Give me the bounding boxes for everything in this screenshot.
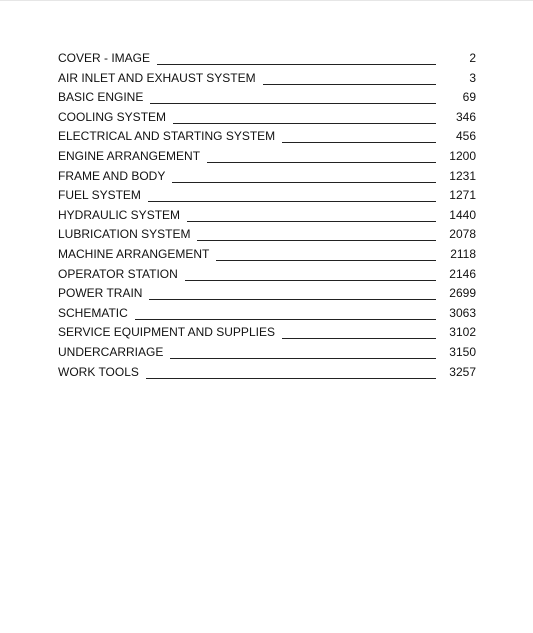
toc-leader-line — [135, 304, 436, 320]
toc-leader-line — [157, 49, 436, 65]
toc-entry[interactable] — [58, 323, 476, 343]
toc-entry-title: FUEL SYSTEM — [58, 188, 141, 203]
toc-entry-title: POWER TRAIN — [58, 286, 143, 301]
toc-entry[interactable] — [58, 304, 476, 324]
toc-leader-line — [150, 88, 436, 104]
toc-leader-line — [282, 127, 436, 143]
toc-entry-page: 2 — [469, 51, 476, 65]
toc-leader-line — [185, 265, 436, 281]
toc-entry[interactable] — [58, 245, 476, 265]
toc-entry-title: COVER - IMAGE — [58, 51, 151, 65]
toc-leader-line — [149, 284, 436, 300]
toc-entry[interactable] — [58, 127, 476, 147]
toc-entry-page: 2118 — [450, 246, 476, 261]
toc-leader-line — [173, 108, 436, 124]
toc-entry-page: 1231 — [449, 168, 476, 183]
toc-entry-title: OPERATOR STATION — [58, 266, 178, 281]
toc-entry-page: 1440 — [449, 207, 476, 222]
toc-entry[interactable] — [58, 265, 476, 285]
toc-leader-line — [263, 69, 436, 85]
toc-entry-title: ENGINE ARRANGEMENT — [58, 148, 201, 163]
toc-leader-line — [207, 147, 436, 163]
toc-entry-title: MACHINE ARRANGEMENT — [58, 246, 210, 261]
toc-entry[interactable] — [58, 343, 476, 363]
toc-entry-page: 456 — [455, 129, 476, 144]
toc-entry-title: UNDERCARRIAGE — [58, 344, 164, 359]
toc-entry-page: 1271 — [449, 188, 476, 203]
toc-entry-title: HYDRAULIC SYSTEM — [58, 207, 181, 222]
toc-entry[interactable] — [58, 108, 476, 128]
toc-entry-page: 1200 — [449, 148, 476, 163]
toc-entry-page: 69 — [462, 90, 476, 105]
toc-leader-line — [187, 206, 436, 222]
toc-entry[interactable] — [58, 167, 476, 187]
toc-entry[interactable] — [58, 206, 476, 226]
toc-entry-page: 3102 — [449, 325, 476, 340]
toc-entry-title: FRAME AND BODY — [58, 168, 166, 183]
toc-entry[interactable] — [58, 49, 476, 69]
toc-entry-page: 346 — [455, 109, 476, 124]
toc-entry-title: SCHEMATIC — [58, 305, 128, 320]
toc-leader-line — [170, 343, 436, 359]
toc-entry-page: 3150 — [449, 344, 476, 359]
toc-leader-line — [146, 363, 436, 379]
toc-entry-title: BASIC ENGINE — [58, 90, 144, 105]
toc-entry-page: 2699 — [449, 286, 476, 301]
toc-entry[interactable] — [58, 284, 476, 304]
toc-entry[interactable] — [58, 147, 476, 167]
toc-leader-line — [197, 225, 436, 241]
toc-entry-title: AIR INLET AND EXHAUST SYSTEM — [58, 70, 256, 85]
toc-entry-page: 3 — [469, 70, 476, 85]
toc-entry-page: 2078 — [449, 227, 476, 242]
toc-entry-page: 3063 — [449, 305, 476, 320]
toc-entry-page: 3257 — [449, 364, 476, 379]
toc-leader-line — [148, 186, 436, 202]
toc-entry[interactable] — [58, 186, 476, 206]
toc-entry-title: SERVICE EQUIPMENT AND SUPPLIES — [58, 325, 275, 340]
toc-leader-line — [216, 245, 436, 261]
table-of-contents — [58, 49, 476, 382]
toc-leader-line — [282, 323, 436, 339]
toc-entry[interactable] — [58, 69, 476, 89]
toc-entry-title: LUBRICATION SYSTEM — [58, 227, 191, 242]
toc-entry-title: COOLING SYSTEM — [58, 109, 167, 124]
toc-entry-page: 2146 — [449, 266, 476, 281]
toc-entry[interactable] — [58, 88, 476, 108]
toc-entry[interactable] — [58, 225, 476, 245]
toc-entry-title: ELECTRICAL AND STARTING SYSTEM — [58, 129, 276, 144]
toc-leader-line — [172, 167, 436, 183]
toc-entry[interactable] — [58, 363, 476, 383]
toc-entry-title: WORK TOOLS — [58, 364, 139, 379]
